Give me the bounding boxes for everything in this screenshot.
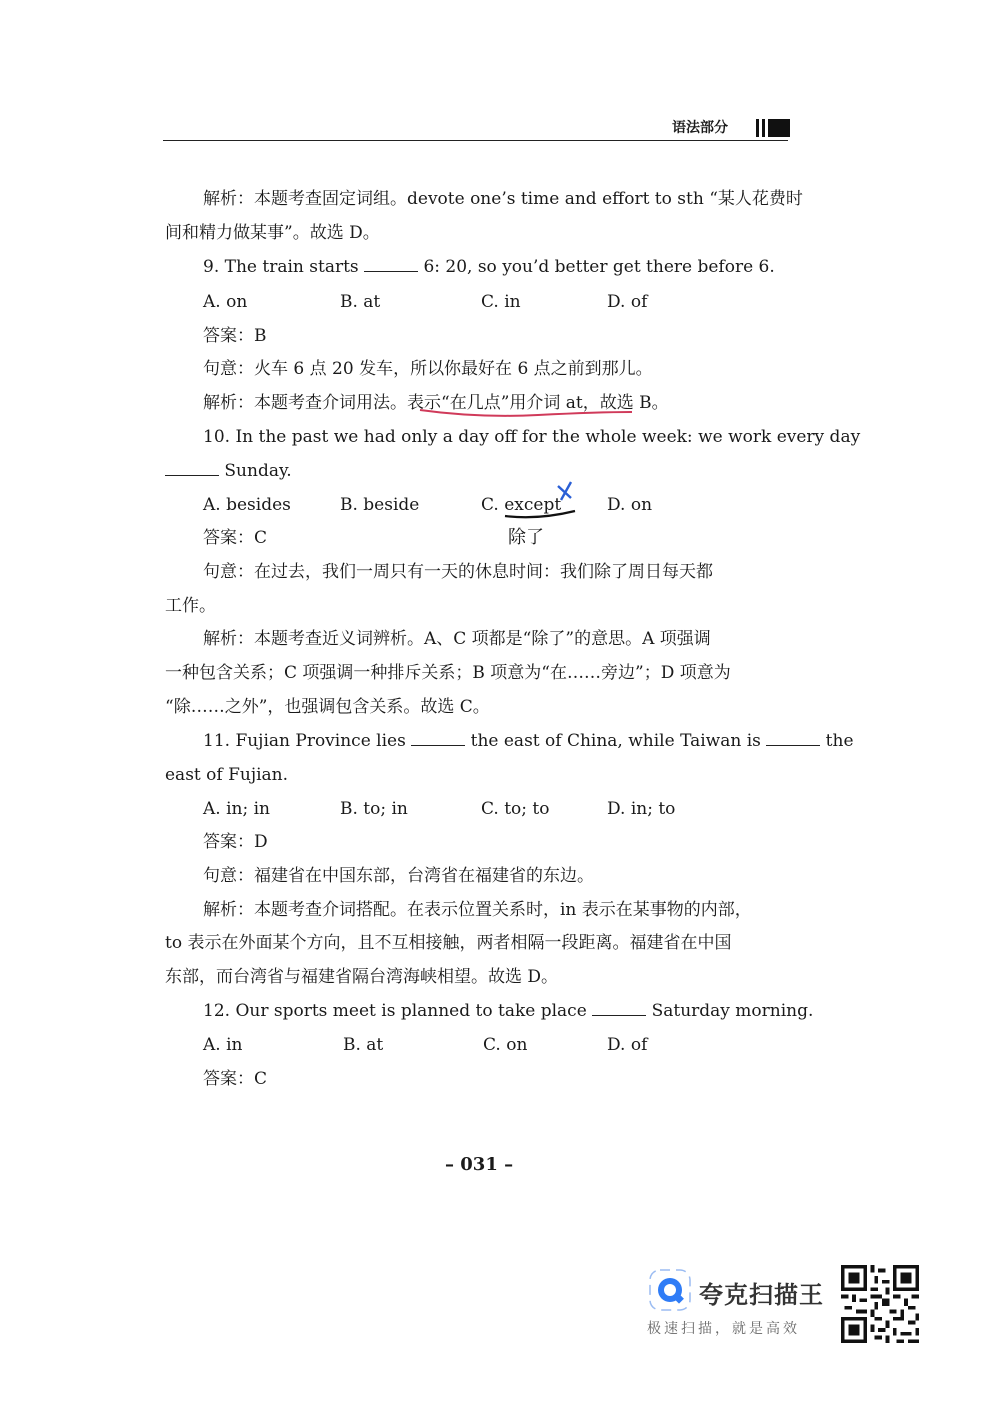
page-number: – 031 – xyxy=(445,1154,514,1175)
question-11 xyxy=(203,729,854,753)
question-11-cont: east of Fujian. xyxy=(165,765,289,785)
explanation-line: “除……之外”，也强调包含关系。故选 C。 xyxy=(165,697,490,717)
option-b: B. at xyxy=(340,292,381,312)
meaning-line: 句意：在过去，我们一周只有一天的休息时间：我们除了周日每天都 xyxy=(203,562,713,582)
question-10: 10. In the past we had only a day off for the whole week: we work every day xyxy=(203,427,861,447)
header-bars-icon xyxy=(756,119,790,137)
answer-blank xyxy=(165,460,219,476)
option-a: A. besides xyxy=(203,495,291,515)
answer-line: 答案：B xyxy=(203,326,267,346)
meaning-line: 工作。 xyxy=(165,596,216,616)
question-text: 6: 20, so you’d better get there before 6. xyxy=(418,257,775,277)
option-a: A. in xyxy=(203,1035,243,1055)
text-line: 间和精力做某事”。故选 D。 xyxy=(165,223,380,243)
explanation-line: 东部，而台湾省与福建省隔台湾海峡相望。故选 D。 xyxy=(165,967,559,987)
explanation-line: 解析：本题考查介词搭配。在表示位置关系时，in 表示在某事物的内部， xyxy=(203,900,752,920)
text-line: 解析：本题考查固定词组。devote one’s time and effort to sth “某人花费时 xyxy=(203,189,803,209)
question-10-cont xyxy=(165,459,292,483)
option-c: C. except xyxy=(481,495,562,515)
qr-code-icon xyxy=(838,1265,922,1343)
header-section-title: 语法部分 xyxy=(672,120,728,136)
answer-blank xyxy=(592,1000,646,1016)
red-underline-annotation xyxy=(418,406,638,420)
option-b: B. beside xyxy=(340,495,420,515)
explanation-line: 解析：本题考查近义词辨析。A、C 项都是“除了”的意思。A 项强调 xyxy=(203,629,711,649)
question-text: Saturday morning. xyxy=(646,1001,814,1021)
option-b: B. at xyxy=(343,1035,384,1055)
meaning-line: 句意：火车 6 点 20 发车，所以你最好在 6 点之前到那儿。 xyxy=(203,359,653,379)
option-c: C. in xyxy=(481,292,521,312)
scanner-slogan: 极速扫描，就是高效 xyxy=(647,1321,800,1337)
answer-line: 答案：C xyxy=(203,528,268,548)
option-b: B. to; in xyxy=(340,799,408,819)
meaning-line: 句意：福建省在中国东部，台湾省在福建省的东边。 xyxy=(203,866,594,886)
answer-blank xyxy=(364,256,418,272)
question-text: the east of China, while Taiwan is xyxy=(465,731,767,751)
option-c: C. to; to xyxy=(481,799,550,819)
answer-blank xyxy=(411,730,465,746)
option-d: D. of xyxy=(607,292,648,312)
question-12 xyxy=(203,999,813,1023)
option-d: D. of xyxy=(607,1035,648,1055)
handwritten-mark-annotation xyxy=(503,478,583,522)
scanner-brand-name: 夸克扫描王 xyxy=(699,1281,824,1309)
answer-blank xyxy=(766,730,820,746)
explanation-line: 一种包含关系；C 项强调一种排斥关系；B 项意为“在……旁边”；D 项意为 xyxy=(165,663,731,683)
question-text: 11. Fujian Province lies xyxy=(203,731,412,751)
header-divider xyxy=(163,140,788,141)
question-text: Sunday. xyxy=(219,461,292,481)
option-d: D. in; to xyxy=(607,799,676,819)
scanner-logo-icon xyxy=(649,1269,691,1311)
option-a: A. on xyxy=(203,292,248,312)
option-d: D. on xyxy=(607,495,653,515)
question-9 xyxy=(203,255,775,279)
explanation-line: 解析：本题考查介词用法。表示“在几点”用介词 at，故选 B。 xyxy=(203,393,669,413)
question-text: the xyxy=(820,731,854,751)
explanation-line: to 表示在外面某个方向，且不互相接触，两者相隔一段距离。福建省在中国 xyxy=(165,933,732,953)
option-a: A. in; in xyxy=(203,799,270,819)
question-text: 12. Our sports meet is planned to take place xyxy=(203,1001,593,1021)
answer-line: 答案：C xyxy=(203,1069,268,1089)
handwritten-note: 除了 xyxy=(508,527,544,548)
answer-line: 答案：D xyxy=(203,832,268,852)
question-text: 9. The train starts xyxy=(203,257,365,277)
option-c: C. on xyxy=(483,1035,528,1055)
